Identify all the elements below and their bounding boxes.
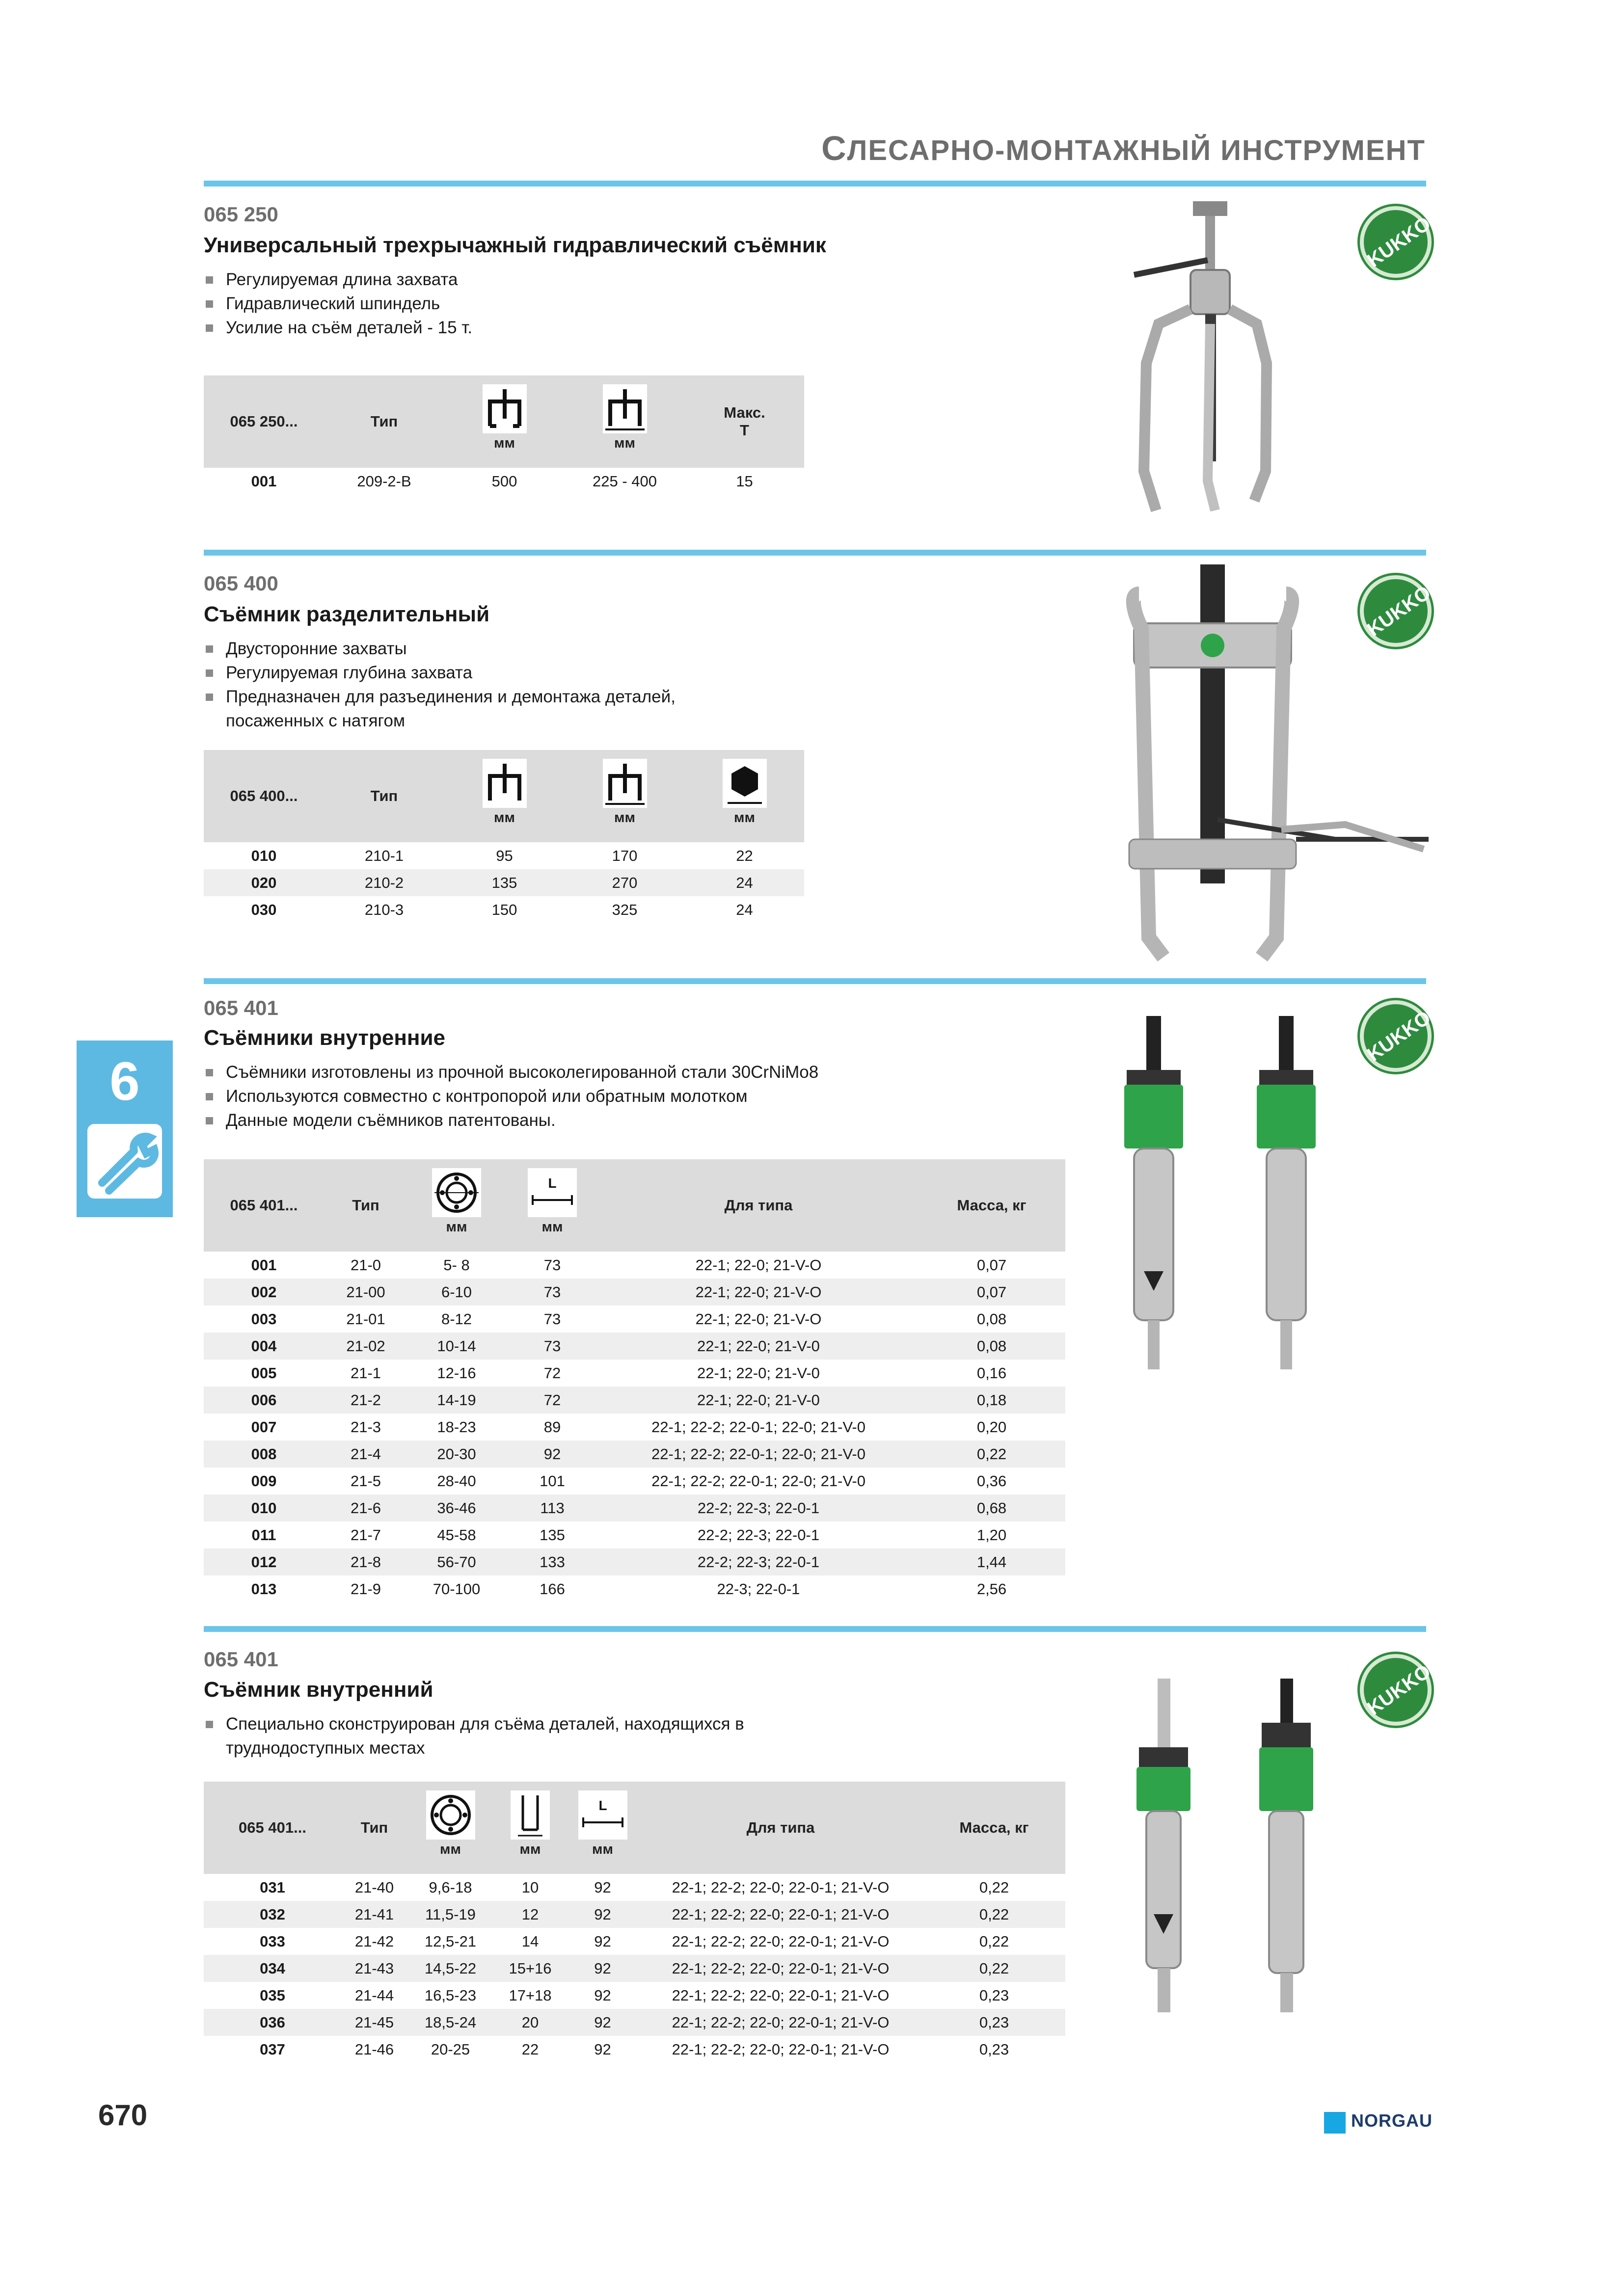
cell-value: 22 [736,847,753,864]
cell-value: 36-46 [407,1495,506,1522]
cell-value: 22-1; 22-0; 21-V-0 [599,1387,918,1414]
unit-label: мм [614,810,635,826]
product-title: Съёмники внутренние [204,1026,445,1050]
feature-list [204,1712,812,1760]
cell-type: 21-01 [346,1310,385,1328]
table-row [204,1874,1065,1901]
unit-label: мм [440,1842,461,1857]
col-header-type: Тип [341,1782,407,1874]
cell-value: 89 [543,1418,561,1436]
col-header-max: Макс. Т [685,375,804,468]
cell-type: 21-4 [324,1441,407,1468]
unit-label: мм [446,1219,467,1235]
table-row [204,1522,1065,1548]
col-header-hex [685,750,804,842]
table-row [204,1441,1065,1468]
cell-value: 166 [540,1580,565,1598]
cell-article: 034 [204,1955,341,1982]
feature-item: Предназначен для разъединения и демонтажа деталей, посаженных с натягом [204,685,754,733]
cell-value: 22-1; 22-2; 22-0; 22-0-1; 21-V-O [638,2009,923,2036]
cell-type: 21-02 [324,1333,407,1360]
cell-value: 14,5-22 [407,1955,493,1982]
feature-item: Регулируемая длина захвата [204,267,793,292]
cell-value: 22-1; 22-2; 22-0; 22-0-1; 21-V-O [638,1955,923,1982]
cell-value: 24 [736,901,753,918]
col-header-mass: Масса, кг [918,1159,1065,1252]
length-icon [528,1168,577,1217]
cell-article: 032 [204,1901,341,1928]
cell-value: 73 [506,1279,599,1306]
product-code: 065 401 [204,996,278,1019]
section-divider [204,550,1426,556]
feature-list [204,267,793,340]
cell-value: 92 [594,1932,611,1950]
cell-value: 22-3; 22-0-1 [717,1580,800,1598]
cell-article: 003 [251,1310,277,1328]
kukko-logo: KUKKO [1360,206,1432,278]
cell-value: 101 [540,1472,565,1490]
feature-item: Данные модели съёмников патентованы. [204,1108,940,1132]
cell-value: 22-1; 22-2; 22-0; 22-0-1; 21-V-O [638,1901,923,1928]
table-row [204,1982,1065,2009]
cell-value: 15+16 [493,1955,567,1982]
cell-value: 10 [521,1878,539,1896]
cell-value: 73 [506,1333,599,1360]
unit-label: мм [614,435,635,451]
cell-article: 005 [251,1364,277,1382]
cell-value: 10-14 [407,1333,506,1360]
cell-value: 70-100 [433,1580,481,1598]
cell-type: 21-1 [350,1364,381,1382]
cell-value: 6-10 [407,1279,506,1306]
cell-value: 12,5-21 [424,1932,477,1950]
cell-value: 24 [685,869,804,896]
table-row [204,1575,1065,1602]
puller-depth-icon [483,759,527,808]
cell-article: 013 [251,1580,277,1598]
cell-value: 45-58 [437,1526,476,1544]
table-row [204,1414,1065,1441]
col-header-article: 065 401... [204,1159,324,1252]
cell-value: 92 [594,2040,611,2058]
cell-type: 21-6 [324,1495,407,1522]
col-header-for-type: Для типа [599,1159,918,1252]
spec-table [204,1782,1065,2063]
slot-width-icon [511,1790,550,1840]
spec-table [204,750,804,923]
cell-article: 001 [251,1256,277,1274]
col-header-spread [565,750,685,842]
cell-value: 18-23 [437,1418,476,1436]
feature-item: Регулируемая глубина захвата [204,661,754,685]
cell-article: 007 [251,1418,277,1436]
cell-value: 22-1; 22-2; 22-0-1; 22-0; 21-V-0 [651,1418,866,1436]
col-header-reach [444,750,565,842]
cell-value: 20-30 [407,1441,506,1468]
table-row [204,1279,1065,1306]
brand-mark [1324,2112,1346,2134]
table-row [204,468,804,495]
col-header-length [506,1159,599,1252]
cell-value: 1,20 [976,1526,1007,1544]
length-icon [578,1790,627,1840]
cell-value: 92 [567,1955,638,1982]
cell-value: 2,56 [976,1580,1007,1598]
product-image-internal-pullers [1105,1016,1360,1379]
cell-value: 92 [594,1878,611,1896]
cell-value: 0,22 [979,1932,1009,1950]
feature-item: Съёмники изготовлены из прочной высоколегированной стали 30CrNiMo8 [204,1060,940,1084]
cell-value: 11,5-19 [407,1901,493,1928]
cell-type: 21-7 [350,1526,381,1544]
cell-value: 17+18 [509,1986,552,2004]
section-divider [204,181,1426,187]
cell-value: 270 [565,869,685,896]
brand-name: NORGAU [1351,2110,1433,2131]
col-header-article: 065 400... [204,750,324,842]
cell-value: 22-1; 22-2; 22-0; 22-0-1; 21-V-O [672,2040,890,2058]
product-code: 065 401 [204,1648,278,1671]
product-code: 065 400 [204,572,278,595]
cell-type: 21-8 [324,1548,407,1575]
cell-article: 036 [204,2009,341,2036]
product-image-internal-puller-single [1114,1679,1360,2022]
page-section-title: СЛЕСАРНО-МОНТАЖНЫЙ ИНСТРУМЕНТ [821,129,1426,167]
cell-value: 0,36 [976,1472,1007,1490]
svg-text:L: L [598,1798,607,1813]
cell-value: 0,20 [976,1418,1007,1436]
col-header-article: 065 401... [204,1782,341,1874]
cell-type: 21-5 [350,1472,381,1490]
feature-item: Специально сконструирован для съёма деталей, находящихся в труднодоступных местах [204,1712,812,1760]
table-row [204,1955,1065,1982]
cell-value: 73 [543,1256,561,1274]
cell-value: 12 [493,1901,567,1928]
cell-type: 21-42 [354,1932,394,1950]
table-row [204,1306,1065,1333]
cell-type: 21-00 [324,1279,407,1306]
table-row [204,1928,1065,1955]
cell-value: 22-1; 22-0; 21-V-O [695,1256,822,1274]
table-row [204,1548,1065,1575]
cell-type: 21-40 [354,1878,394,1896]
bearing-icon [426,1790,475,1840]
cell-value: 22-1; 22-0; 21-V-0 [599,1333,918,1360]
cell-value: 500 [491,472,517,490]
cell-value: 170 [612,847,638,864]
col-header-type: Тип [324,375,444,468]
cell-value: 0,08 [976,1310,1007,1328]
col-header-length [567,1782,638,1874]
cell-value: 12-16 [437,1364,476,1382]
puller-width-icon [603,759,647,808]
cell-article: 008 [204,1441,324,1468]
table-row [204,842,804,869]
unit-label: мм [519,1842,541,1857]
cell-value: 95 [496,847,513,864]
product-image-hydraulic-puller [1109,196,1306,540]
cell-value: 0,23 [979,2040,1009,2058]
cell-value: 22-1; 22-2; 22-0; 22-0-1; 21-V-O [672,1932,890,1950]
table-row [204,1360,1065,1387]
table-row [204,1495,1065,1522]
section-divider [204,978,1426,984]
cell-article: 010 [251,847,277,864]
table-row [204,1468,1065,1495]
cell-value: 73 [543,1310,561,1328]
cell-value: 1,44 [918,1548,1065,1575]
col-header-width [493,1782,567,1874]
feature-list [204,637,754,733]
product-code: 065 250 [204,203,278,226]
puller-depth-icon [483,384,527,433]
cell-article: 037 [260,2040,285,2058]
cell-value: 18,5-24 [407,2009,493,2036]
cell-type: 21-9 [350,1580,381,1598]
cell-value: 135 [540,1526,565,1544]
cell-value: 0,23 [979,1986,1009,2004]
cell-article: 002 [204,1279,324,1306]
svg-text:L: L [548,1175,557,1191]
cell-value: 20 [493,2009,567,2036]
col-header-reach [444,375,565,468]
cell-article: 020 [204,869,324,896]
cell-value: 0,22 [923,1901,1065,1928]
cell-value: 14 [521,1932,539,1950]
col-header-bore-range [407,1782,493,1874]
col-header-type: Тип [324,1159,407,1252]
cell-value: 22-2; 22-3; 22-0-1 [697,1526,820,1544]
cell-value: 56-70 [407,1548,506,1575]
product-title: Съёмник разделительный [204,602,490,626]
cell-type: 210-2 [324,869,444,896]
kukko-logo: KUKKO [1360,1654,1432,1726]
cell-value: 20-25 [431,2040,470,2058]
kukko-logo: KUKKO [1360,575,1432,647]
spec-table [204,375,804,495]
cell-article: 030 [251,901,277,918]
cell-value: 0,08 [918,1333,1065,1360]
cell-type: 210-1 [364,847,404,864]
feature-item: Усилие на съём деталей - 15 т. [204,316,793,340]
cell-value: 22-1; 22-0; 21-V-0 [697,1364,820,1382]
cell-value: 92 [506,1441,599,1468]
cell-value: 0,18 [918,1387,1065,1414]
cell-article: 031 [260,1878,285,1896]
cell-value: 0,07 [918,1279,1065,1306]
product-title: Съёмник внутренний [204,1678,433,1702]
bearing-icon [432,1168,481,1217]
cell-type: 21-2 [324,1387,407,1414]
section-divider [204,1626,1426,1632]
col-header-type: Тип [324,750,444,842]
unit-label: мм [494,810,515,826]
table-row [204,1901,1065,1928]
unit-label: мм [541,1219,563,1235]
product-title: Универсальный трехрычажный гидравлический съёмник [204,233,826,257]
col-header-article: 065 250... [204,375,324,468]
cell-value: 0,22 [923,1955,1065,1982]
hex-key-icon [723,759,767,808]
cell-value: 0,16 [976,1364,1007,1382]
chapter-number: 6 [109,1051,140,1112]
cell-value: 22-1; 22-2; 22-0; 22-0-1; 21-V-O [672,1986,890,2004]
cell-value: 0,22 [979,1878,1009,1896]
cell-value: 22-2; 22-3; 22-0-1 [599,1548,918,1575]
cell-value: 22-1; 22-0; 21-V-O [599,1279,918,1306]
kukko-logo: KUKKO [1360,1000,1432,1072]
feature-item: Используются совместно с контропорой или обратным молотком [204,1084,940,1108]
cell-value: 22 [521,2040,539,2058]
cell-value: 9,6-18 [429,1878,472,1896]
cell-value: 15 [736,472,753,490]
table-row [204,2009,1065,2036]
cell-value: 5- 8 [443,1256,470,1274]
cell-type: 21-3 [350,1418,381,1436]
cell-value: 113 [506,1495,599,1522]
cell-value: 16,5-23 [424,1986,477,2004]
cell-value: 22-1; 22-2; 22-0-1; 22-0; 21-V-0 [651,1472,866,1490]
unit-label: мм [734,810,755,826]
cell-value: 72 [506,1387,599,1414]
cell-value: 133 [506,1548,599,1575]
cell-value: 0,68 [918,1495,1065,1522]
cell-article: 035 [260,1986,285,2004]
cell-article: 010 [204,1495,324,1522]
cell-value: 28-40 [437,1472,476,1490]
cell-value: 0,07 [976,1256,1007,1274]
cell-value: 22-1; 22-2; 22-0-1; 22-0; 21-V-0 [599,1441,918,1468]
col-header-spread [565,375,685,468]
cell-article: 004 [204,1333,324,1360]
cell-value: 325 [612,901,638,918]
cell-type: 21-0 [350,1256,381,1274]
cell-article: 011 [251,1526,276,1544]
feature-item: Гидравлический шпиндель [204,292,793,316]
cell-value: 0,22 [918,1441,1065,1468]
cell-article: 033 [260,1932,285,1950]
col-header-for-type: Для типа [638,1782,923,1874]
cell-type: 210-3 [364,901,404,918]
cell-type: 21-41 [341,1901,407,1928]
table-row [204,1387,1065,1414]
cell-value: 225 - 400 [593,472,657,490]
col-header-bore-range [407,1159,506,1252]
cell-type: 209-2-B [357,472,411,490]
cell-value: 8-12 [441,1310,472,1328]
cell-value: 150 [491,901,517,918]
cell-value: 135 [444,869,565,896]
cell-value: 22-1; 22-2; 22-0; 22-0-1; 21-V-O [672,1878,890,1896]
unit-label: мм [592,1842,613,1857]
cell-article: 012 [204,1548,324,1575]
cell-value: 92 [594,1986,611,2004]
col-header-mass: Масса, кг [923,1782,1065,1874]
cell-article: 001 [251,472,277,490]
cell-value: 92 [567,1901,638,1928]
cell-type: 21-43 [341,1955,407,1982]
table-row [204,869,804,896]
table-row [204,1252,1065,1279]
cell-type: 21-45 [341,2009,407,2036]
spec-table [204,1159,1065,1602]
table-row [204,2036,1065,2063]
cell-article: 009 [251,1472,277,1490]
cell-type: 21-46 [354,2040,394,2058]
cell-value: 22-2; 22-3; 22-0-1 [599,1495,918,1522]
cell-value: 72 [543,1364,561,1382]
cell-value: 92 [567,2009,638,2036]
page-number: 670 [98,2099,148,2132]
cell-value: 22-1; 22-0; 21-V-O [695,1310,822,1328]
cell-value: 14-19 [407,1387,506,1414]
cell-article: 006 [204,1387,324,1414]
wrench-icon [87,1124,162,1199]
cell-type: 21-44 [354,1986,394,2004]
table-row [204,896,804,923]
feature-list [204,1060,940,1132]
table-row [204,1333,1065,1360]
puller-width-icon [603,384,647,433]
unit-label: мм [494,435,515,451]
cell-value: 0,23 [923,2009,1065,2036]
feature-item: Двусторонние захваты [204,637,754,661]
